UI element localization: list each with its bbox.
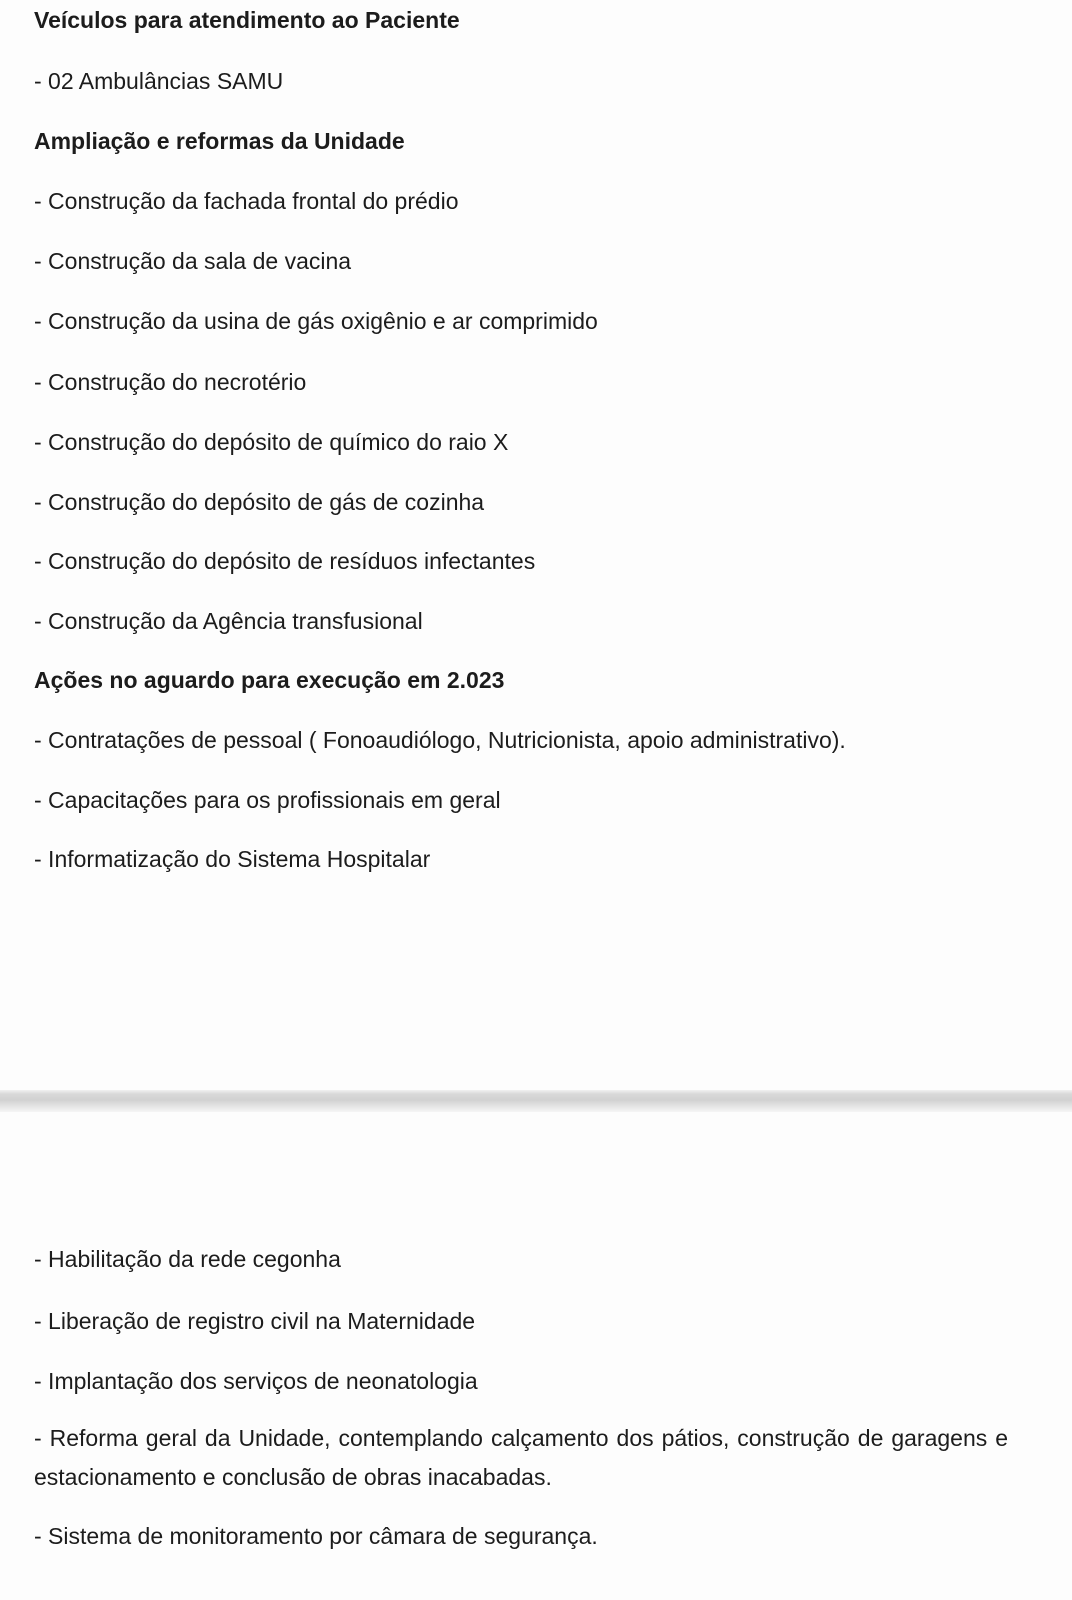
- heading-expansion: Ampliação e reformas da Unidade: [34, 128, 405, 154]
- list-item: - Construção da Agência transfusional: [34, 608, 423, 634]
- list-item: - Capacitações para os profissionais em geral: [34, 787, 501, 813]
- list-item: - Implantação dos serviços de neonatologia: [34, 1368, 478, 1394]
- list-item: - Construção da fachada frontal do prédio: [34, 188, 459, 214]
- list-item-ambulances: - 02 Ambulâncias SAMU: [34, 68, 284, 94]
- list-item: - Construção do depósito de gás de cozinha: [34, 489, 485, 515]
- list-item: - Habilitação da rede cegonha: [34, 1246, 341, 1272]
- list-item: - Construção da sala de vacina: [34, 248, 352, 274]
- list-item: - Liberação de registro civil na Maternidade: [34, 1308, 476, 1334]
- list-item: - Construção da usina de gás oxigênio e ar comprimido: [34, 308, 598, 334]
- list-item: - Construção do depósito de químico do raio X: [34, 429, 509, 455]
- list-item: - Construção do necrotério: [34, 369, 307, 395]
- page-separator: [0, 1090, 1072, 1112]
- heading-pending-actions: Ações no aguardo para execução em 2.023: [34, 667, 505, 693]
- heading-vehicles: Veículos para atendimento ao Paciente: [34, 7, 460, 33]
- list-item: - Reforma geral da Unidade, contemplando calçamento dos pátios, construção de garagens e estacionamento e conclusão de obras inacabadas.: [34, 1425, 1008, 1490]
- document-page-2: [0, 1112, 1072, 1600]
- list-item: - Sistema de monitoramento por câmara de segurança.: [34, 1523, 598, 1549]
- list-item: - Construção do depósito de resíduos infectantes: [34, 548, 536, 574]
- list-item: - Informatização do Sistema Hospitalar: [34, 846, 431, 872]
- list-item: - Contratações de pessoal ( Fonoaudiólogo, Nutricionista, apoio administrativo).: [34, 727, 846, 753]
